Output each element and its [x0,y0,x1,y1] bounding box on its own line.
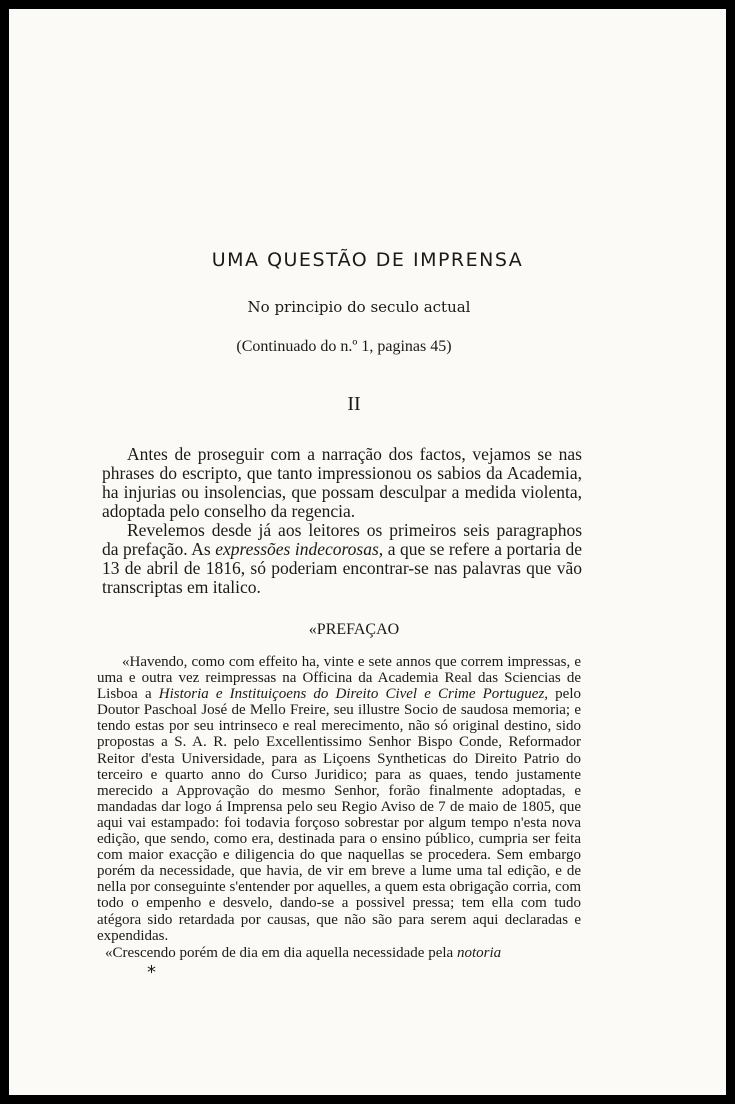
article-subtitle: No principio do seculo actual [247,298,471,316]
italic-word: notoria [456,944,502,961]
document-page [9,9,726,1095]
section-numeral: II [347,393,361,415]
quote-paragraph-1: «Havendo, como com effeito ha, vinte e sete annos que correm impressas, e uma e outra vez reimpressas na Officina da Academia Real das Sciencias de Lisboa a Historia e Instituiçoens do Direito Civel e Crime Portuguez, pelo Doutor Paschoal José de Mello Freire, seu illustre Socio de saudosa memoria; e tendo estas por seu intrinseco e real merecimento, não só original destino, sido propostas a S. A. R. pelo Excellentissimo Senhor Bispo Conde, Reformador Reitor d'esta Universidade, para as Liçoens Syntheticas do Direito Patrio do terceiro e quarto anno do Curso Juridico; para as quaes, tendo justamente merecido a Approvação do mesmo Senhor, forão finalmente adoptadas, e mandadas dar logo á Imprensa pelo seu Regio Aviso de 7 de maio de 1805, que aqui vai estampado: foi todavia forçoso sobrestar por algum tempo n'esta nova edição, que sendo, como era, destinada para o ensino público, cumpria ser feita com maior exacção e diligencia do que naquellas se procedera. Sem embargo porém da necessidade, que havia, de vir em breve a lume uma tal edição, e de nella por conseguinte s'entender por aquelles, a quem esta obrigação corria, com todo o empenho e desvelo, dando-se a possivel pressa; tem ella com tudo atégora sido retardada por causas, que não são para serem aqui declaradas e expendidas. [97,654,581,944]
quoted-preface [97,654,581,961]
body-text [102,445,582,597]
article-title: UMA QUESTÃO DE IMPRENSA [211,249,524,271]
paragraph-1: Antes de proseguir com a narração dos factos, vejamos se nas phrases do escripto, que tanto impressionou os sabios da Academia, ha injurias ou insolencias, que possam desculpar a medida violenta, adoptada pelo conselho da regencia. [102,444,582,521]
italic-book-title: Historia e Instituiçoens do Direito Civel e Crime Portuguez, [158,686,549,703]
quote-heading: «PREFAÇAO [308,621,400,638]
paragraph-2: Revelemos desde já aos leitores os primeiros seis paragraphos da prefação. As expressões indecorosas, a que se refere a portaria de 13 de abril de 1816, só poderiam encontrar-se nas palavras que vão transcriptas em italico. [102,520,582,597]
quote-paragraph-2: «Crescendo porém de dia em dia aquella necessidade pela notoria [105,944,502,961]
continuation-note: (Continuado do n.º 1, paginas 45) [236,338,452,355]
footer-asterisk: * [147,962,156,983]
italic-phrase: expressões indecorosas, [215,539,384,559]
